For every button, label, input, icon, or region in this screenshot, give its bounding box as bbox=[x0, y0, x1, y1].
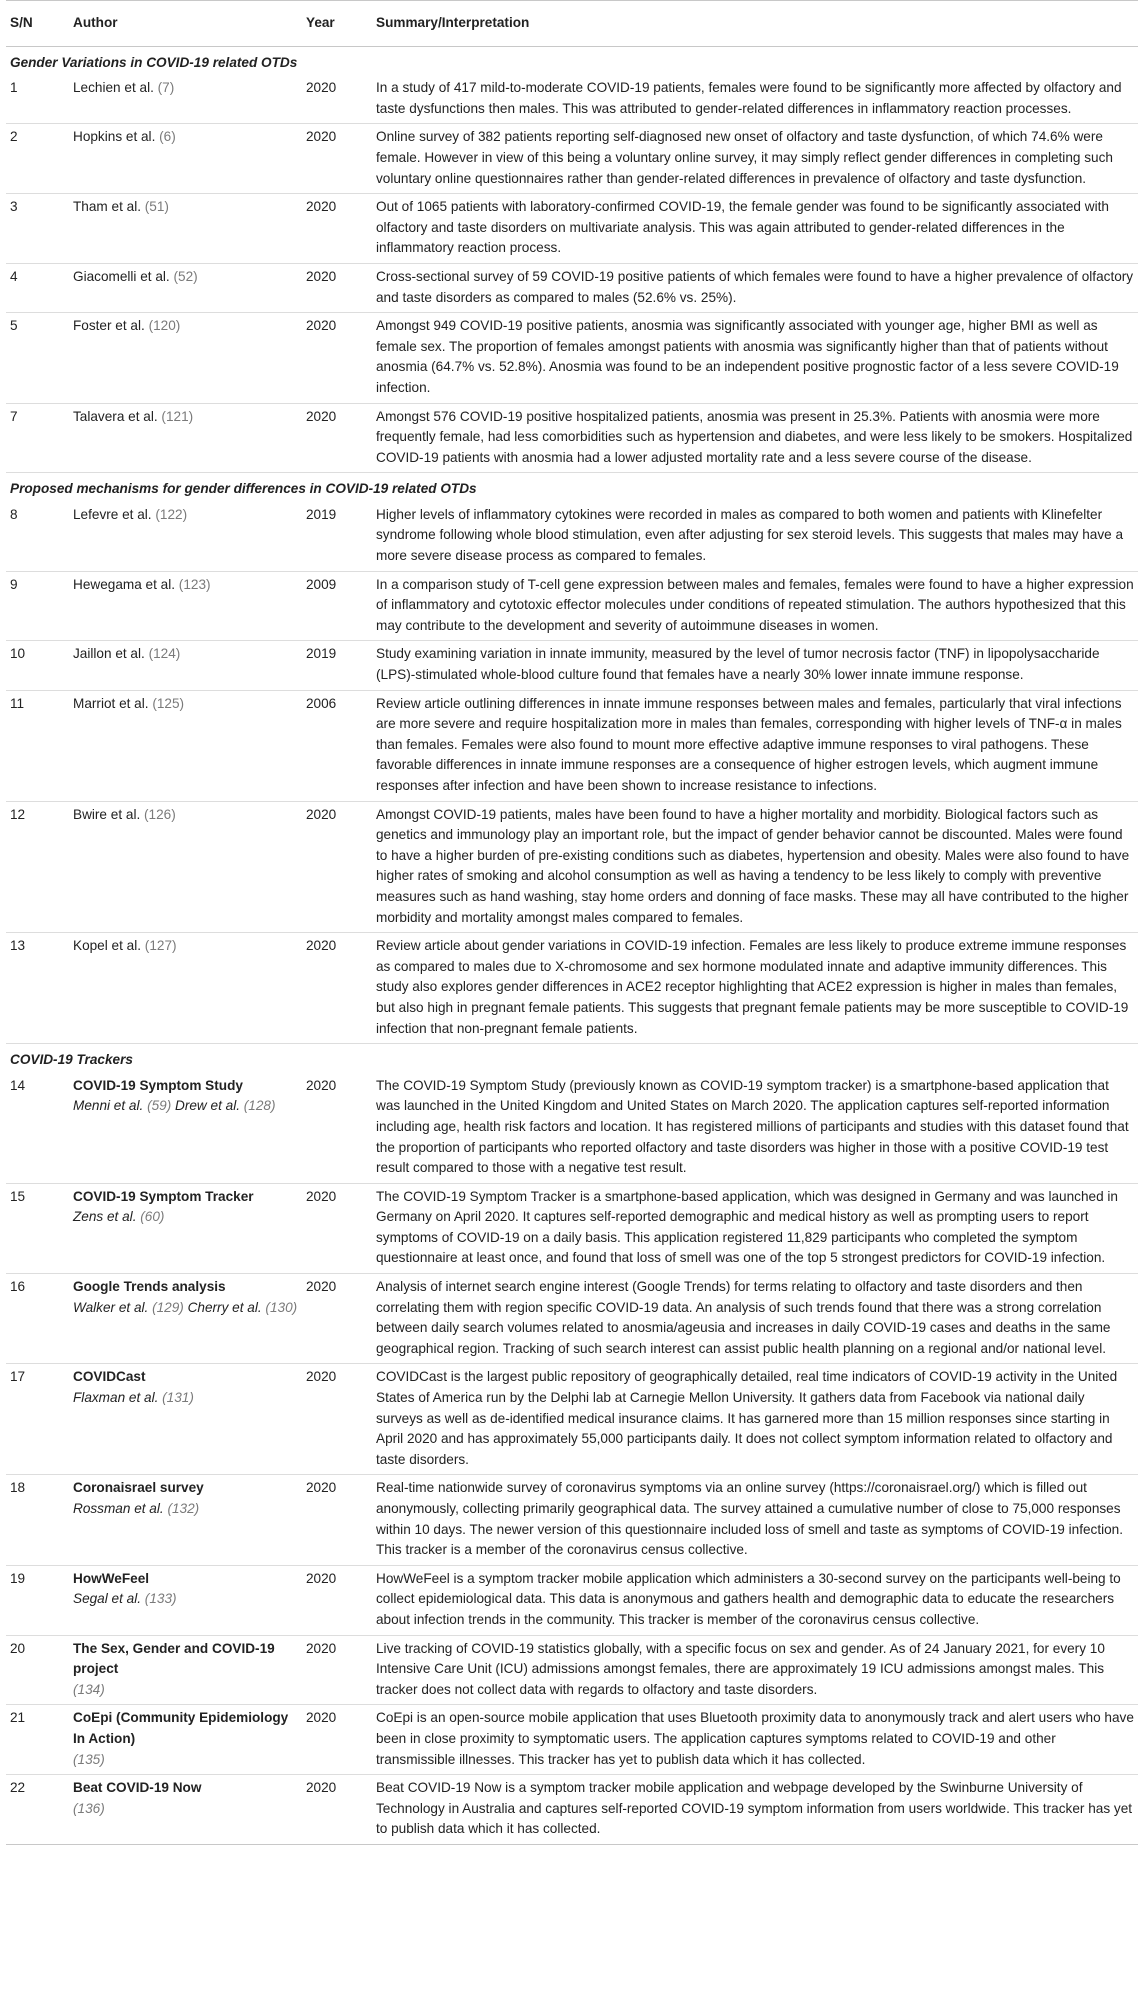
cell-summary: The COVID-19 Symptom Tracker is a smartphone-based application, which was designed in Germany and was launched in Germany on April 2020. It captures self-reported demographic and medical history as well as prompting users to report symptoms of COVID-19 on a daily basis. This application registered 11,829 participants who completed the symptom questionnaire at least once, and found that loss of smell was one of the top 5 strongest predictors for COVID-19 infection. bbox=[372, 1183, 1138, 1273]
tracker-name: Google Trends analysis bbox=[73, 1279, 226, 1295]
cell-sn: 17 bbox=[6, 1364, 69, 1475]
cell-summary: In a comparison study of T-cell gene expression between males and females, females were found to have a higher expression of inflammatory and cytotoxic effector molecules under conditions of repeated stimulation. The authors hypothesized that this may contribute to the development and severity of autoimmune diseases in women. bbox=[372, 571, 1138, 641]
table-row bbox=[6, 1565, 1138, 1635]
author-name: Jaillon et al. bbox=[73, 646, 145, 662]
table-row bbox=[6, 1635, 1138, 1705]
tracker-citation bbox=[73, 1799, 298, 1820]
reference-link[interactable]: (135) bbox=[73, 1751, 105, 1767]
reference-link[interactable]: (121) bbox=[161, 408, 194, 424]
cell-year: 2020 bbox=[302, 1274, 372, 1364]
cell-sn: 16 bbox=[6, 1274, 69, 1364]
author-name: Bwire et al. bbox=[73, 806, 141, 822]
cell-year: 2020 bbox=[302, 124, 372, 194]
tracker-citation bbox=[73, 1499, 298, 1520]
cell-summary: Out of 1065 patients with laboratory-confirmed COVID-19, the female gender was found to be significantly associated with olfactory and taste disorders on multivariate analysis. This was again attributed to gender-related differences in the inflammatory reaction process. bbox=[372, 194, 1138, 264]
reference-link[interactable]: (129) bbox=[152, 1299, 184, 1315]
cell-summary: Live tracking of COVID-19 statistics globally, with a specific focus on sex and gender. As of 24 January 2021, for every 10 Intensive Care Unit (ICU) admissions amongst females, there are approximately 19 ICU admissions amongst males. This tracker does not collect data with regards to olfactory and taste disorders. bbox=[372, 1635, 1138, 1705]
cell-year: 2020 bbox=[302, 263, 372, 312]
cell-author bbox=[69, 502, 302, 571]
reference-link[interactable]: (128) bbox=[243, 1098, 276, 1114]
table-row bbox=[6, 194, 1138, 264]
cell-sn: 2 bbox=[6, 124, 69, 194]
cell-year: 2020 bbox=[302, 1475, 372, 1565]
section-title: Proposed mechanisms for gender differences in COVID-19 related OTDs bbox=[10, 481, 477, 497]
table-row bbox=[6, 690, 1138, 801]
cell-summary: Higher levels of inflammatory cytokines were recorded in males as compared to both women and patients with Klinefelter syndrome following whole blood stimulation, even after adjusting for sex steroid levels. This suggests that males may have a more severe disease process as compared to females. bbox=[372, 502, 1138, 571]
reference-link[interactable]: (60) bbox=[140, 1209, 165, 1225]
tracker-citation bbox=[73, 1589, 298, 1610]
table-row bbox=[6, 124, 1138, 194]
table-row bbox=[6, 313, 1138, 403]
author-name: Hopkins et al. bbox=[73, 129, 156, 145]
cell-author bbox=[69, 1274, 302, 1364]
author-name: Marriot et al. bbox=[73, 695, 149, 711]
table-row bbox=[6, 1073, 1138, 1183]
author-name: Lechien et al. bbox=[73, 80, 154, 96]
citation-author: Segal et al. bbox=[73, 1591, 142, 1607]
tracker-name: Coronaisrael survey bbox=[73, 1480, 204, 1496]
cell-sn: 1 bbox=[6, 75, 69, 124]
cell-sn: 12 bbox=[6, 801, 69, 933]
reference-link[interactable]: (52) bbox=[173, 268, 198, 284]
author-name: Foster et al. bbox=[73, 318, 145, 334]
reference-link[interactable]: (6) bbox=[159, 129, 176, 145]
cell-year: 2020 bbox=[302, 313, 372, 403]
section-title: COVID-19 Trackers bbox=[10, 1052, 133, 1068]
cell-author bbox=[69, 124, 302, 194]
cell-summary: Review article about gender variations in COVID-19 infection. Females are less likely to produce extreme immune responses as compared to males due to X-chromosome and sex hormone modulated innate and adaptive immunity differences. This study also explores gender differences in ACE2 receptor highlighting that ACE2 expression is higher in males than females, but also high in pregnant female patients. This suggests that pregnant female patients may be more susceptible to COVID-19 infection that non-pregnant female patients. bbox=[372, 933, 1138, 1044]
cell-author bbox=[69, 1364, 302, 1475]
cell-sn: 11 bbox=[6, 690, 69, 801]
cell-year: 2006 bbox=[302, 690, 372, 801]
section-row bbox=[6, 46, 1138, 75]
cell-summary: The COVID-19 Symptom Study (previously known as COVID-19 symptom tracker) is a smartphone-based application that was launched in the United Kingdom and United States on March 2020. The application captures self-reported information including age, health risk factors and location. It has registered millions of participants and studies with this dataset found that the proportion of participants who reported olfactory and taste disorders was higher in those with a positive COVID-19 test result compared to those with a negative test result. bbox=[372, 1073, 1138, 1183]
header-year: Year bbox=[302, 1, 372, 47]
cell-sn: 19 bbox=[6, 1565, 69, 1635]
table-row bbox=[6, 1274, 1138, 1364]
cell-author bbox=[69, 1705, 302, 1775]
cell-author bbox=[69, 1475, 302, 1565]
cell-sn: 18 bbox=[6, 1475, 69, 1565]
reference-link[interactable]: (124) bbox=[148, 646, 181, 662]
header-row bbox=[6, 1, 1138, 47]
reference-link[interactable]: (122) bbox=[155, 506, 188, 522]
reference-link[interactable]: (123) bbox=[178, 576, 211, 592]
section-row bbox=[6, 1044, 1138, 1073]
table-row bbox=[6, 571, 1138, 641]
cell-year: 2020 bbox=[302, 1183, 372, 1273]
cell-summary: In a study of 417 mild-to-moderate COVID-19 patients, females were found to be significantly more affected by olfactory and taste dysfunctions then males. This was attributed to gender-related differences in inflammatory reaction processes. bbox=[372, 75, 1138, 124]
cell-year: 2009 bbox=[302, 571, 372, 641]
cell-year: 2020 bbox=[302, 1364, 372, 1475]
cell-summary: Real-time nationwide survey of coronavirus symptoms via an online survey (https://coronaisrael.org/) which is filled out anonymously, collecting primarily geographical data. The survey attained a cumulative number of close to 75,000 responses within 10 days. The newer version of this questionnaire included loss of smell and taste as symptoms of COVID-19 infection. This tracker is a member of the coronavirus census collective. bbox=[372, 1475, 1138, 1565]
cell-author bbox=[69, 801, 302, 933]
table-row bbox=[6, 1775, 1138, 1845]
table-row bbox=[6, 1705, 1138, 1775]
cell-year: 2020 bbox=[302, 1073, 372, 1183]
cell-summary: Amongst 949 COVID-19 positive patients, anosmia was significantly associated with younger age, higher BMI as well as female sex. The proportion of females amongst patients with anosmia was significantly higher than that of patients without anosmia (64.7% vs. 52.8%). Anosmia was found to be an independent positive prognostic factor of a less severe COVID-19 infection. bbox=[372, 313, 1138, 403]
cell-sn: 8 bbox=[6, 502, 69, 571]
tracker-name: CoEpi (Community Epidemiology In Action) bbox=[73, 1710, 289, 1746]
cell-author bbox=[69, 403, 302, 473]
cell-sn: 13 bbox=[6, 933, 69, 1044]
cell-year: 2020 bbox=[302, 1705, 372, 1775]
cell-summary: CoEpi is an open-source mobile application that uses Bluetooth proximity data to anonymously track and alert users who have been in close proximity to symptomatic users. The application captures symptoms related to COVID-19 and other transmissible illnesses. This tracker has yet to publish data which it has collected. bbox=[372, 1705, 1138, 1775]
cell-year: 2020 bbox=[302, 933, 372, 1044]
cell-summary: COVIDCast is the largest public repository of geographically detailed, real time indicators of COVID-19 activity in the United States of America run by the Delphi lab at Carnegie Mellon University. It gathers data from Facebook via national daily surveys as well as de-identified medical insurance claims. It has garnered more than 15 million responses since starting in April 2020 and has approximately 55,000 participants daily. It does not collect symptom information related to olfactory and taste disorders. bbox=[372, 1364, 1138, 1475]
reference-link[interactable]: (136) bbox=[73, 1800, 105, 1816]
cell-sn: 20 bbox=[6, 1635, 69, 1705]
cell-summary: Beat COVID-19 Now is a symptom tracker mobile application and webpage developed by the Swinburne University of Technology in Australia and captures self-reported COVID-19 symptom information from users worldwide. This tracker has yet to publish data which it has collected. bbox=[372, 1775, 1138, 1845]
cell-year: 2019 bbox=[302, 502, 372, 571]
author-name: Hewegama et al. bbox=[73, 576, 176, 592]
cell-author bbox=[69, 75, 302, 124]
tracker-citation bbox=[73, 1207, 298, 1228]
table-row bbox=[6, 263, 1138, 312]
cell-year: 2020 bbox=[302, 403, 372, 473]
cell-author bbox=[69, 313, 302, 403]
reference-link[interactable]: (132) bbox=[167, 1501, 200, 1516]
cell-author bbox=[69, 571, 302, 641]
cell-sn: 15 bbox=[6, 1183, 69, 1273]
reference-link[interactable]: (127) bbox=[144, 938, 177, 954]
citation-author: Cherry et al. bbox=[187, 1299, 262, 1315]
table-row bbox=[6, 1475, 1138, 1565]
tracker-name: The Sex, Gender and COVID-19 project bbox=[73, 1640, 275, 1677]
cell-summary: Amongst 576 COVID-19 positive hospitalized patients, anosmia was present in 25.3%. Patients with anosmia were more frequently female, had less comorbidities such as hypertension and diabetes, and were less likely to be smokers. Hospitalized COVID-19 patients with anosmia had a lower adjusted mortality rate and a less severe course of the disease. bbox=[372, 403, 1138, 473]
author-name: Giacomelli et al. bbox=[73, 268, 170, 284]
reference-link[interactable]: (134) bbox=[73, 1681, 105, 1697]
tracker-name: COVID-19 Symptom Study bbox=[73, 1077, 243, 1093]
cell-sn: 5 bbox=[6, 313, 69, 403]
author-name: Talavera et al. bbox=[73, 408, 158, 424]
citation-author: Zens et al. bbox=[73, 1209, 137, 1225]
reference-link[interactable]: (133) bbox=[144, 1591, 177, 1607]
table-row bbox=[6, 1183, 1138, 1273]
table-row bbox=[6, 403, 1138, 473]
tracker-citation bbox=[73, 1750, 298, 1771]
reference-link[interactable]: (131) bbox=[162, 1390, 194, 1406]
cell-summary: Analysis of internet search engine interest (Google Trends) for terms relating to olfactory and taste disorders and then correlating them with region specific COVID-19 data. An analysis of such trends found that there was a strong correlation between daily search volumes related to anosmia/ageusia and increases in daily COVID-19 cases and deaths in the same geographical region. Tracking of such search interest can assist public health planning on a regional and/or national level. bbox=[372, 1274, 1138, 1364]
cell-author bbox=[69, 263, 302, 312]
reference-link[interactable]: (51) bbox=[144, 199, 169, 215]
reference-link[interactable]: (126) bbox=[144, 806, 176, 822]
section-row bbox=[6, 473, 1138, 502]
author-name: Tham et al. bbox=[73, 199, 141, 215]
table-row bbox=[6, 933, 1138, 1044]
cell-summary: Study examining variation in innate immunity, measured by the level of tumor necrosis factor (TNF) in lipopolysaccharide (LPS)-stimulated whole-blood culture found that females have a nearly 30% lower innate immune response. bbox=[372, 641, 1138, 690]
tracker-name: COVID-19 Symptom Tracker bbox=[73, 1188, 254, 1204]
reference-link[interactable]: (59) bbox=[147, 1098, 172, 1114]
citation-author: Drew et al. bbox=[175, 1098, 240, 1114]
cell-sn: 3 bbox=[6, 194, 69, 264]
reference-link[interactable]: (7) bbox=[157, 80, 175, 96]
cell-sn: 10 bbox=[6, 641, 69, 690]
tracker-citation bbox=[73, 1298, 298, 1319]
cell-summary: HowWeFeel is a symptom tracker mobile application which administers a 30-second survey on the participants well-being to collect epidemiological data. This data is anonymous and gathers health and demographic data to educate the researchers about infection trends in the community. This tracker is member of the coronavirus census collective. bbox=[372, 1565, 1138, 1635]
tracker-name: COVIDCast bbox=[73, 1369, 146, 1385]
table-row bbox=[6, 75, 1138, 124]
cell-sn: 21 bbox=[6, 1705, 69, 1775]
cell-summary: Cross-sectional survey of 59 COVID-19 positive patients of which females were found to have a higher prevalence of olfactory and taste disorders as compared to males (52.6% vs. 25%). bbox=[372, 263, 1138, 312]
literature-table bbox=[6, 0, 1138, 1845]
citation-author: Walker et al. bbox=[73, 1299, 149, 1315]
citation-author: Flaxman et al. bbox=[73, 1390, 159, 1406]
cell-summary: Online survey of 382 patients reporting self-diagnosed new onset of olfactory and taste dysfunction, of which 74.6% were female. However in view of this being a voluntary online survey, it may simply reflect gender differences in completing such voluntary online questionnaires rather than gender-related differences in prevalence of olfactory and taste dysfunction. bbox=[372, 124, 1138, 194]
cell-author bbox=[69, 690, 302, 801]
tracker-name: Beat COVID-19 Now bbox=[73, 1780, 202, 1796]
table-row bbox=[6, 1364, 1138, 1475]
citation-author: Menni et al. bbox=[73, 1098, 144, 1114]
reference-link[interactable]: (130) bbox=[265, 1299, 298, 1315]
header-summary: Summary/Interpretation bbox=[372, 1, 1138, 47]
tracker-name: HowWeFeel bbox=[73, 1570, 150, 1586]
cell-summary: Review article outlining differences in innate immune responses between males and females, particularly that viral infections are more severe and require hospitalization more in males than females, corresponding with higher levels of TNF-α in males than females. Females were also found to mount more effective adaptive immune responses to viral pathogens. These favorable differences in innate immune responses are a consequence of higher estrogen levels, which augment immune responses after infection and have been shown to increase resistance to infections. bbox=[372, 690, 1138, 801]
reference-link[interactable]: (120) bbox=[148, 318, 181, 334]
cell-year: 2020 bbox=[302, 194, 372, 264]
cell-year: 2019 bbox=[302, 641, 372, 690]
cell-author bbox=[69, 1183, 302, 1273]
cell-author bbox=[69, 1073, 302, 1183]
section-title: Gender Variations in COVID-19 related OTDs bbox=[10, 54, 298, 70]
cell-year: 2020 bbox=[302, 1565, 372, 1635]
header-sn: S/N bbox=[6, 1, 69, 47]
tracker-citation bbox=[73, 1096, 298, 1117]
cell-sn: 14 bbox=[6, 1073, 69, 1183]
table-row bbox=[6, 641, 1138, 690]
cell-summary: Amongst COVID-19 patients, males have been found to have a higher mortality and morbidity. Biological factors such as genetics and immunology play an important role, but the impact of gender behavior cannot be discounted. Males were found to have a higher burden of pre-existing conditions such as diabetes, hypertension and obesity. Males were also found to have higher rates of smoking and alcohol consumption as well as having a tendency to be less likely to comply with preventive measures such as hand washing, stay home orders and donning of face masks. These may all have contributed to the higher morbidity and mortality amongst males compared to females. bbox=[372, 801, 1138, 933]
cell-author bbox=[69, 933, 302, 1044]
table-row bbox=[6, 801, 1138, 933]
author-name: Kopel et al. bbox=[73, 938, 142, 954]
cell-sn: 22 bbox=[6, 1775, 69, 1845]
table-row bbox=[6, 502, 1138, 571]
cell-year: 2020 bbox=[302, 1635, 372, 1705]
cell-author bbox=[69, 641, 302, 690]
author-name: Lefevre et al. bbox=[73, 506, 152, 522]
cell-year: 2020 bbox=[302, 801, 372, 933]
cell-author bbox=[69, 1635, 302, 1705]
cell-author bbox=[69, 1565, 302, 1635]
reference-link[interactable]: (125) bbox=[152, 695, 185, 711]
cell-sn: 9 bbox=[6, 571, 69, 641]
table-body bbox=[6, 46, 1138, 1844]
cell-author bbox=[69, 194, 302, 264]
tracker-citation bbox=[73, 1680, 298, 1701]
cell-year: 2020 bbox=[302, 75, 372, 124]
tracker-citation bbox=[73, 1388, 298, 1409]
header-author: Author bbox=[69, 1, 302, 47]
citation-author: Rossman et al. bbox=[73, 1501, 164, 1516]
cell-sn: 7 bbox=[6, 403, 69, 473]
cell-year: 2020 bbox=[302, 1775, 372, 1845]
cell-author bbox=[69, 1775, 302, 1845]
cell-sn: 4 bbox=[6, 263, 69, 312]
